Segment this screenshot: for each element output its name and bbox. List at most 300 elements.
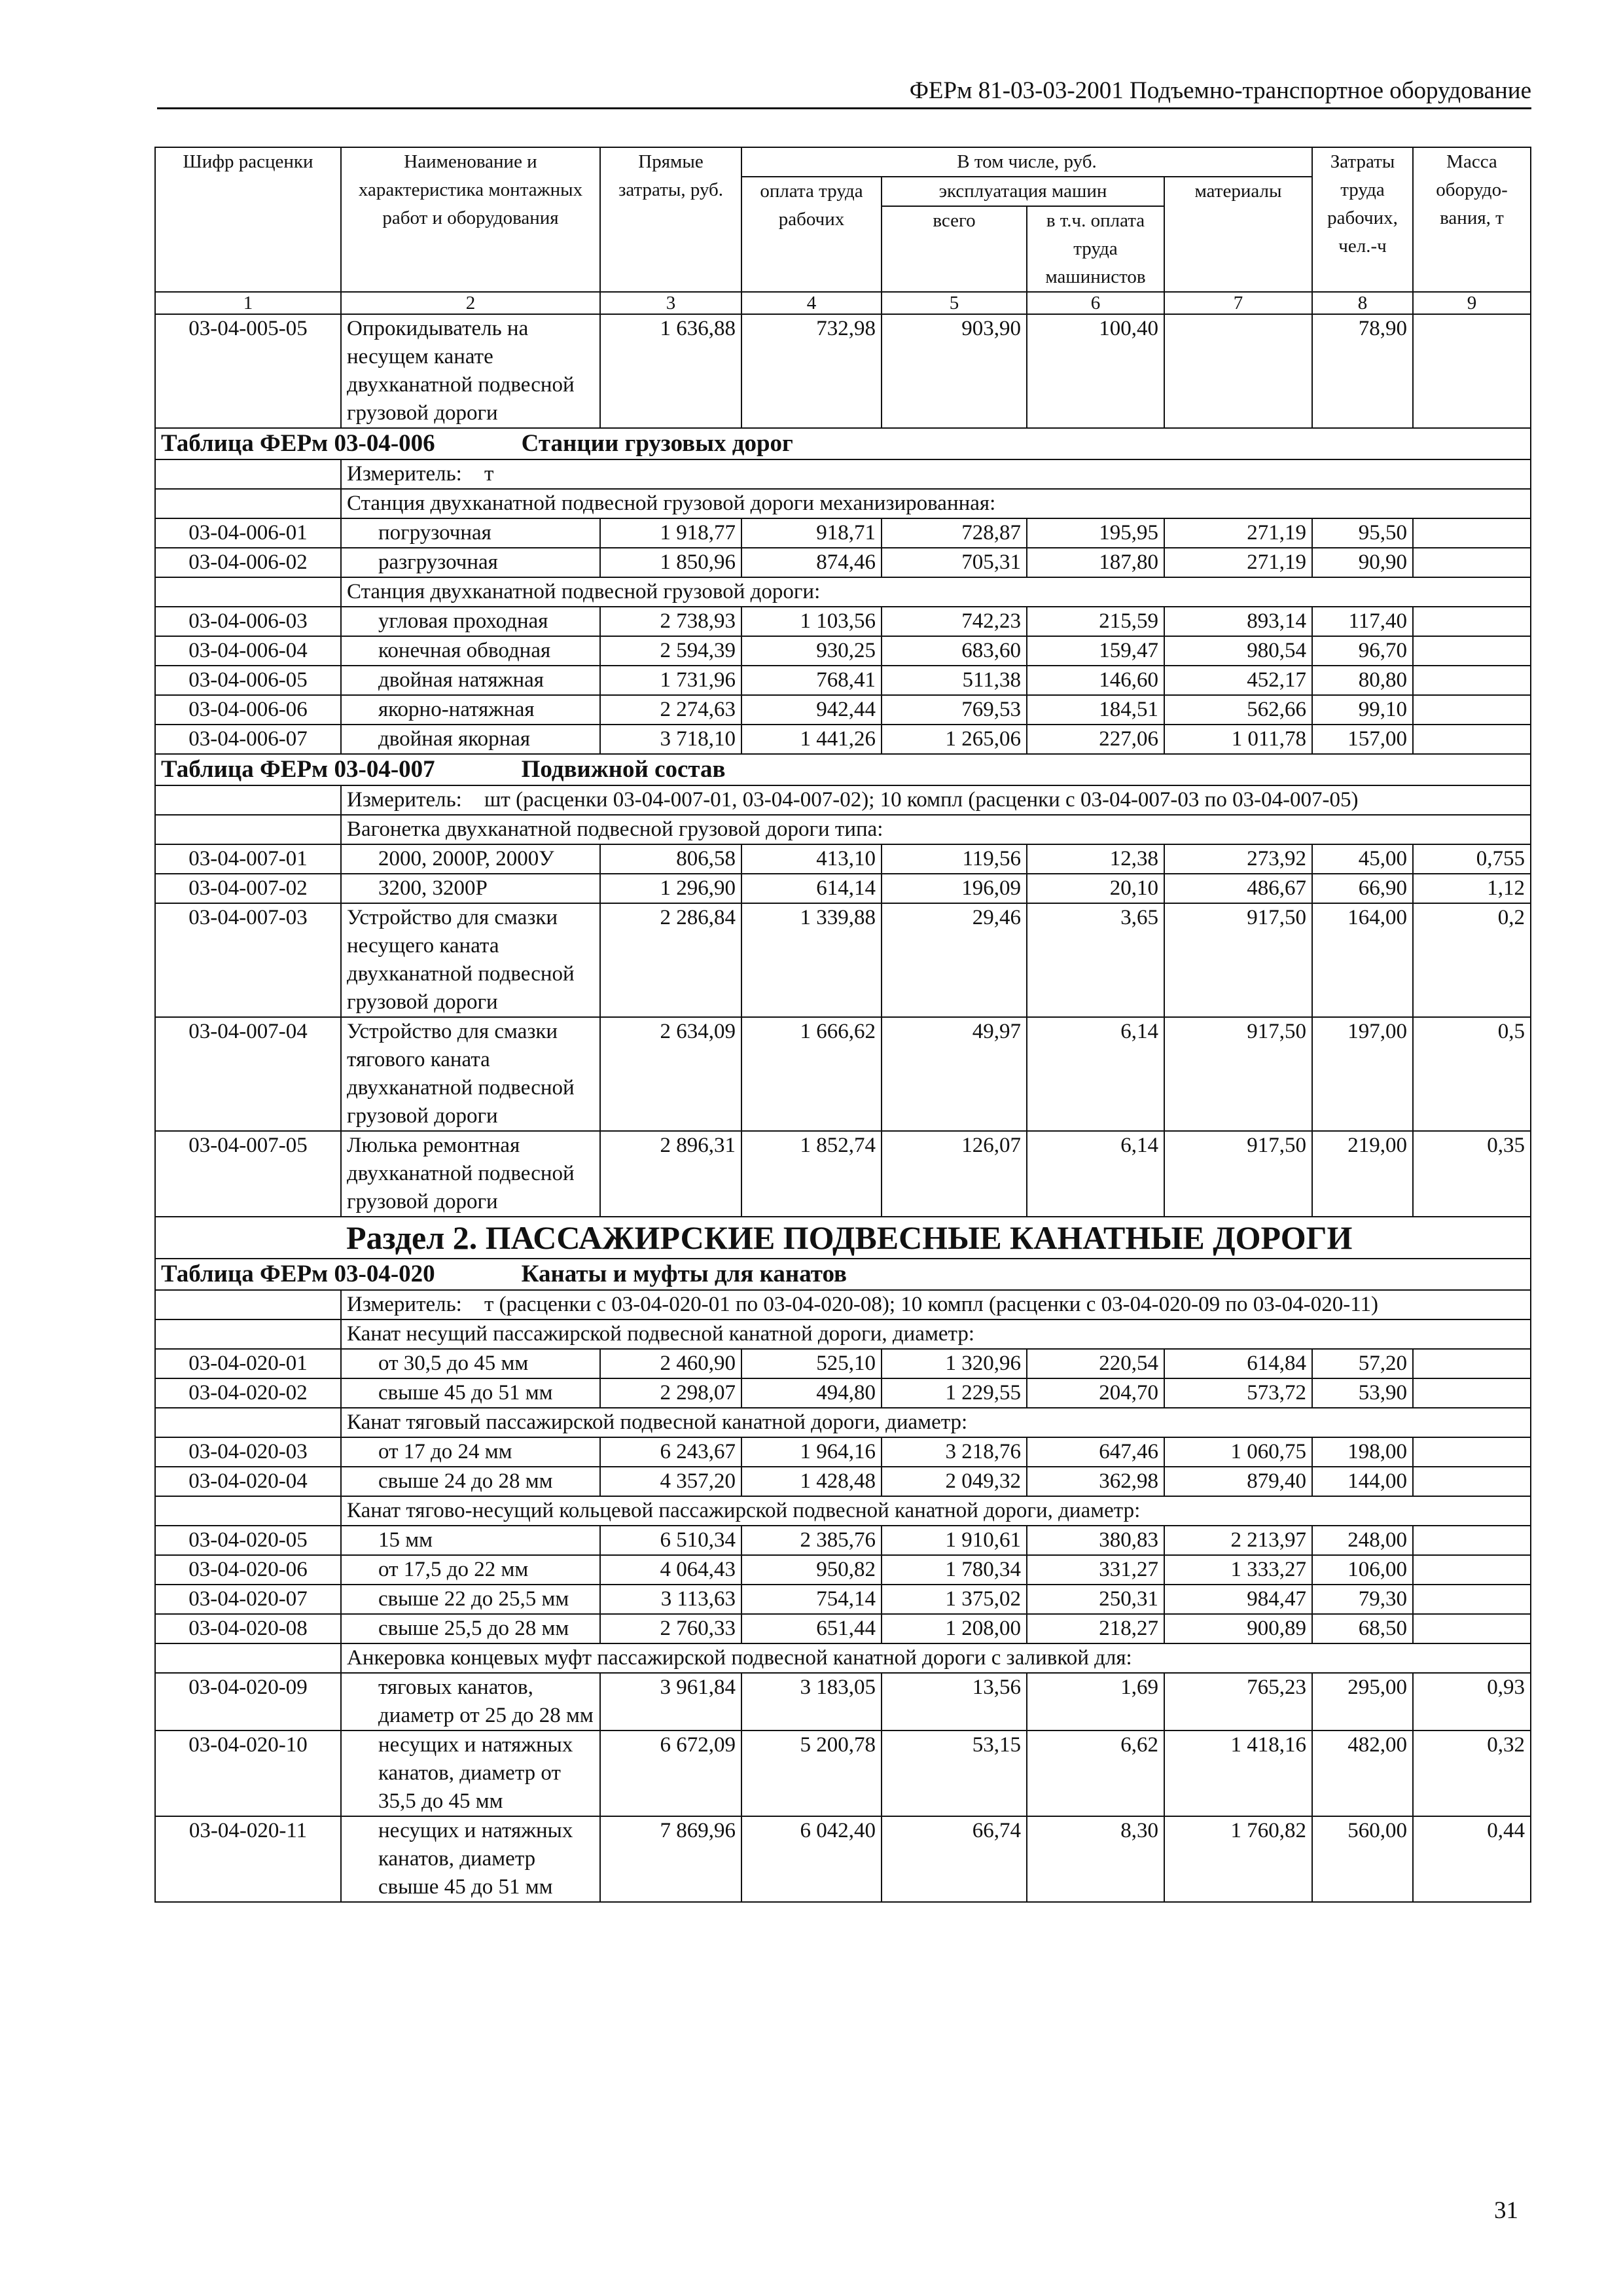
cell-materials: 486,67 xyxy=(1164,874,1312,903)
cell-direct-cost: 2 896,31 xyxy=(600,1131,741,1217)
cell-labor: 90,90 xyxy=(1312,548,1413,577)
cell-name: двойная якорная xyxy=(341,725,600,754)
cell-materials: 1 011,78 xyxy=(1164,725,1312,754)
table-row xyxy=(155,1585,1531,1614)
group-row xyxy=(155,815,1531,844)
measure-unit: т xyxy=(484,462,494,486)
table-row xyxy=(155,1017,1531,1131)
cell-wages: 1 964,16 xyxy=(741,1437,882,1467)
group-row xyxy=(155,1496,1531,1526)
table-row xyxy=(155,518,1531,548)
table-row xyxy=(155,548,1531,577)
cell-direct-cost: 2 274,63 xyxy=(600,695,741,725)
col-head-wages: оплата труда рабочих xyxy=(741,177,882,292)
cell-machines: 29,46 xyxy=(882,903,1027,1017)
cell-code: 03-04-020-02 xyxy=(155,1378,341,1408)
cell-code: 03-04-006-01 xyxy=(155,518,341,548)
cell-direct-cost: 6 510,34 xyxy=(600,1526,741,1555)
cell-labor: 80,80 xyxy=(1312,666,1413,695)
cell-name: якорно-натяжная xyxy=(341,695,600,725)
cell-name: свыше 22 до 25,5 мм xyxy=(341,1585,600,1614)
cell-code: 03-04-006-03 xyxy=(155,607,341,636)
col-head-machines: эксплуатация машин xyxy=(882,177,1164,206)
col-num: 2 xyxy=(341,292,600,314)
cell-direct-cost: 2 460,90 xyxy=(600,1349,741,1378)
cell-labor: 66,90 xyxy=(1312,874,1413,903)
cell-wages: 1 103,56 xyxy=(741,607,882,636)
cell-materials: 1 333,27 xyxy=(1164,1555,1312,1585)
col-num: 7 xyxy=(1164,292,1312,314)
cell-code: 03-04-020-07 xyxy=(155,1585,341,1614)
cell-machines: 1 375,02 xyxy=(882,1585,1027,1614)
table-heading xyxy=(161,429,1525,459)
cell-machines: 3 218,76 xyxy=(882,1437,1027,1467)
cell-materials: 900,89 xyxy=(1164,1614,1312,1643)
group-caption: Вагонетка двухканатной подвесной грузовой дороги типа: xyxy=(341,815,1531,844)
cell-direct-cost: 1 296,90 xyxy=(600,874,741,903)
cell-mass: 0,44 xyxy=(1413,1816,1531,1902)
cell-materials: 273,92 xyxy=(1164,844,1312,874)
cell-name: несущих и натяжных канатов, диаметр свыше 45 до 51 мм xyxy=(341,1816,600,1902)
cell-labor: 157,00 xyxy=(1312,725,1413,754)
table-name: Станции грузовых дорог xyxy=(521,430,793,457)
cell-labor: 57,20 xyxy=(1312,1349,1413,1378)
table-title-row xyxy=(155,1259,1531,1290)
cell-machinist-wages: 647,46 xyxy=(1027,1437,1164,1467)
cell-machinist-wages: 159,47 xyxy=(1027,636,1164,666)
cell-name: 2000, 2000Р, 2000У xyxy=(341,844,600,874)
table-row xyxy=(155,1467,1531,1496)
cell-code: 03-04-006-07 xyxy=(155,725,341,754)
cell-name: свыше 45 до 51 мм xyxy=(341,1378,600,1408)
col-head-direct: Прямые затраты, руб. xyxy=(600,147,741,292)
table-heading xyxy=(161,1259,1525,1289)
cell-machinist-wages: 184,51 xyxy=(1027,695,1164,725)
cell-wages: 754,14 xyxy=(741,1585,882,1614)
group-row xyxy=(155,489,1531,518)
cell-code: 03-04-020-01 xyxy=(155,1349,341,1378)
cell-mass xyxy=(1413,636,1531,666)
col-num: 1 xyxy=(155,292,341,314)
section-title: Раздел 2. ПАССАЖИРСКИЕ ПОДВЕСНЫЕ КАНАТНЫЕ ДОРОГИ xyxy=(346,1219,1353,1256)
cell-labor: 78,90 xyxy=(1312,314,1413,428)
cell-mass xyxy=(1413,314,1531,428)
cell-code: 03-04-020-08 xyxy=(155,1614,341,1643)
cell-name: Устройство для смазки несущего каната двухканатной подвесной грузовой дороги xyxy=(341,903,600,1017)
cell-name: 15 мм xyxy=(341,1526,600,1555)
column-numbers-row xyxy=(155,292,1531,314)
cell-wages: 525,10 xyxy=(741,1349,882,1378)
cell-labor: 96,70 xyxy=(1312,636,1413,666)
cell-machines: 769,53 xyxy=(882,695,1027,725)
cell-mass xyxy=(1413,518,1531,548)
measure-label: Измеритель: xyxy=(347,1293,462,1316)
col-num: 6 xyxy=(1027,292,1164,314)
table-row xyxy=(155,1731,1531,1816)
cell-code: 03-04-020-05 xyxy=(155,1526,341,1555)
cell-mass: 0,755 xyxy=(1413,844,1531,874)
cell-materials: 917,50 xyxy=(1164,1017,1312,1131)
cell-machinist-wages: 6,62 xyxy=(1027,1731,1164,1816)
cell-materials: 917,50 xyxy=(1164,903,1312,1017)
group-caption: Канат тяговый пассажирской подвесной канатной дороги, диаметр: xyxy=(341,1408,1531,1437)
cell-mass xyxy=(1413,725,1531,754)
cell-materials: 1 060,75 xyxy=(1164,1437,1312,1467)
cell-machinist-wages: 331,27 xyxy=(1027,1555,1164,1585)
cell-wages: 651,44 xyxy=(741,1614,882,1643)
cell-name: двойная натяжная xyxy=(341,666,600,695)
col-num: 4 xyxy=(741,292,882,314)
cell-machines: 13,56 xyxy=(882,1673,1027,1731)
cell-labor: 164,00 xyxy=(1312,903,1413,1017)
cell-wages: 1 666,62 xyxy=(741,1017,882,1131)
table-row xyxy=(155,1673,1531,1731)
cell-mass xyxy=(1413,695,1531,725)
cell-code: 03-04-020-09 xyxy=(155,1673,341,1731)
col-head-mass: Масса оборудо-вания, т xyxy=(1413,147,1531,292)
cell-wages: 494,80 xyxy=(741,1378,882,1408)
table-head xyxy=(155,147,1531,292)
cell-machinist-wages: 380,83 xyxy=(1027,1526,1164,1555)
cell-name: конечная обводная xyxy=(341,636,600,666)
cell-mass xyxy=(1413,1467,1531,1496)
cell-labor: 79,30 xyxy=(1312,1585,1413,1614)
cell-direct-cost: 1 850,96 xyxy=(600,548,741,577)
cell-code: 03-04-007-03 xyxy=(155,903,341,1017)
cell-machines: 705,31 xyxy=(882,548,1027,577)
cell-direct-cost: 6 672,09 xyxy=(600,1731,741,1816)
cell-code: 03-04-006-05 xyxy=(155,666,341,695)
cell-name: погрузочная xyxy=(341,518,600,548)
cell-materials: 2 213,97 xyxy=(1164,1526,1312,1555)
cell-name: 3200, 3200Р xyxy=(341,874,600,903)
running-header-title: ФЕРм 81-03-03-2001 Подъемно-транспортное оборудование xyxy=(909,77,1531,104)
cell-machines: 903,90 xyxy=(882,314,1027,428)
cell-machines: 49,97 xyxy=(882,1017,1027,1131)
group-row xyxy=(155,1643,1531,1673)
cell-direct-cost: 7 869,96 xyxy=(600,1816,741,1902)
cell-machinist-wages: 1,69 xyxy=(1027,1673,1164,1731)
cell-name: от 30,5 до 45 мм xyxy=(341,1349,600,1378)
col-num: 8 xyxy=(1312,292,1413,314)
cell-machinist-wages: 204,70 xyxy=(1027,1378,1164,1408)
table-heading xyxy=(161,755,1525,785)
cell-labor: 144,00 xyxy=(1312,1467,1413,1496)
table-name: Канаты и муфты для канатов xyxy=(521,1261,847,1287)
cell-machinist-wages: 227,06 xyxy=(1027,725,1164,754)
cell-direct-cost: 2 298,07 xyxy=(600,1378,741,1408)
cell-mass: 1,12 xyxy=(1413,874,1531,903)
cell-materials: 1 418,16 xyxy=(1164,1731,1312,1816)
cell-direct-cost: 1 918,77 xyxy=(600,518,741,548)
cell-materials: 562,66 xyxy=(1164,695,1312,725)
table-row xyxy=(155,874,1531,903)
cell-materials: 980,54 xyxy=(1164,636,1312,666)
section-title-row xyxy=(155,1217,1531,1259)
cell-machinist-wages: 8,30 xyxy=(1027,1816,1164,1902)
cell-code: 03-04-006-06 xyxy=(155,695,341,725)
cell-machinist-wages: 187,80 xyxy=(1027,548,1164,577)
cell-name: Опрокидыватель на несущем канате двухканатной подвесной грузовой дороги xyxy=(341,314,600,428)
cell-name: Устройство для смазки тягового каната двухканатной подвесной грузовой дороги xyxy=(341,1017,600,1131)
cell-wages: 1 852,74 xyxy=(741,1131,882,1217)
group-caption: Станция двухканатной подвесной грузовой дороги механизированная: xyxy=(341,489,1531,518)
cell-machines: 1 208,00 xyxy=(882,1614,1027,1643)
cell-mass xyxy=(1413,1614,1531,1643)
cell-materials: 573,72 xyxy=(1164,1378,1312,1408)
cell-machinist-wages: 220,54 xyxy=(1027,1349,1164,1378)
cell-direct-cost: 1 731,96 xyxy=(600,666,741,695)
cell-code: 03-04-020-06 xyxy=(155,1555,341,1585)
table-row xyxy=(155,844,1531,874)
cell-machines: 1 265,06 xyxy=(882,725,1027,754)
cell-wages: 918,71 xyxy=(741,518,882,548)
cell-machinist-wages: 3,65 xyxy=(1027,903,1164,1017)
measure-unit: т (расценки с 03-04-020-01 по 03-04-020-08); 10 компл (расценки с 03-04-020-09 по 03-04-020-11) xyxy=(484,1293,1378,1316)
cell-labor: 53,90 xyxy=(1312,1378,1413,1408)
cell-labor: 95,50 xyxy=(1312,518,1413,548)
cell-name: свыше 25,5 до 28 мм xyxy=(341,1614,600,1643)
cell-machinist-wages: 6,14 xyxy=(1027,1131,1164,1217)
cell-mass xyxy=(1413,607,1531,636)
group-caption: Канат несущий пассажирской подвесной канатной дороги, диаметр: xyxy=(341,1319,1531,1349)
cell-direct-cost: 806,58 xyxy=(600,844,741,874)
cell-wages: 874,46 xyxy=(741,548,882,577)
col-head-machinist-wages: в т.ч. оплата труда машинистов xyxy=(1027,206,1164,292)
cell-materials: 879,40 xyxy=(1164,1467,1312,1496)
cell-machines: 53,15 xyxy=(882,1731,1027,1816)
cell-mass: 0,2 xyxy=(1413,903,1531,1017)
cell-machinist-wages: 20,10 xyxy=(1027,874,1164,903)
table-id: Таблица ФЕРм 03-04-006 xyxy=(161,430,435,457)
cell-labor: 560,00 xyxy=(1312,1816,1413,1902)
table-row xyxy=(155,1437,1531,1467)
cell-direct-cost: 3 113,63 xyxy=(600,1585,741,1614)
cell-machines: 742,23 xyxy=(882,607,1027,636)
measure-cell xyxy=(341,459,1531,489)
cell-machines: 126,07 xyxy=(882,1131,1027,1217)
group-row xyxy=(155,1319,1531,1349)
cell-machines: 511,38 xyxy=(882,666,1027,695)
cell-machines: 1 780,34 xyxy=(882,1555,1027,1585)
table-row xyxy=(155,903,1531,1017)
cell-machines: 728,87 xyxy=(882,518,1027,548)
cell-machinist-wages: 6,14 xyxy=(1027,1017,1164,1131)
group-caption: Станция двухканатной подвесной грузовой дороги: xyxy=(341,577,1531,607)
measure-label: Измеритель: xyxy=(347,788,462,812)
group-row xyxy=(155,1408,1531,1437)
table-row xyxy=(155,1349,1531,1378)
cell-direct-cost: 3 718,10 xyxy=(600,725,741,754)
cell-name: от 17,5 до 22 мм xyxy=(341,1555,600,1585)
cell-code: 03-04-007-05 xyxy=(155,1131,341,1217)
col-head-machines-total: всего xyxy=(882,206,1027,292)
cell-labor: 295,00 xyxy=(1312,1673,1413,1731)
table-row xyxy=(155,1816,1531,1902)
col-head-incl: В том числе, руб. xyxy=(741,147,1312,177)
cell-mass xyxy=(1413,1526,1531,1555)
cell-wages: 942,44 xyxy=(741,695,882,725)
cell-machines: 196,09 xyxy=(882,874,1027,903)
cell-labor: 117,40 xyxy=(1312,607,1413,636)
table-row xyxy=(155,695,1531,725)
cell-materials: 765,23 xyxy=(1164,1673,1312,1731)
running-header xyxy=(157,73,1531,109)
table-id: Таблица ФЕРм 03-04-007 xyxy=(161,756,435,783)
cell-name: тяговых канатов, диаметр от 25 до 28 мм xyxy=(341,1673,600,1731)
rates-table xyxy=(154,147,1531,1903)
cell-wages: 3 183,05 xyxy=(741,1673,882,1731)
cell-direct-cost: 2 286,84 xyxy=(600,903,741,1017)
cell-code: 03-04-005-05 xyxy=(155,314,341,428)
group-row xyxy=(155,577,1531,607)
cell-mass: 0,32 xyxy=(1413,1731,1531,1816)
cell-wages: 6 042,40 xyxy=(741,1816,882,1902)
table-title-row xyxy=(155,754,1531,785)
measure-label: Измеритель: xyxy=(347,462,462,486)
cell-wages: 930,25 xyxy=(741,636,882,666)
cell-wages: 732,98 xyxy=(741,314,882,428)
col-head-code: Шифр расценки xyxy=(155,147,341,292)
cell-mass xyxy=(1413,1349,1531,1378)
cell-labor: 482,00 xyxy=(1312,1731,1413,1816)
cell-machines: 119,56 xyxy=(882,844,1027,874)
cell-wages: 1 428,48 xyxy=(741,1467,882,1496)
cell-materials: 984,47 xyxy=(1164,1585,1312,1614)
cell-wages: 1 339,88 xyxy=(741,903,882,1017)
cell-machines: 1 229,55 xyxy=(882,1378,1027,1408)
measure-cell xyxy=(341,785,1531,815)
group-caption: Канат тягово-несущий кольцевой пассажирской подвесной канатной дороги, диаметр: xyxy=(341,1496,1531,1526)
table-row xyxy=(155,314,1531,428)
cell-machinist-wages: 12,38 xyxy=(1027,844,1164,874)
cell-machines: 1 910,61 xyxy=(882,1526,1027,1555)
cell-direct-cost: 3 961,84 xyxy=(600,1673,741,1731)
table-row xyxy=(155,1526,1531,1555)
cell-machines: 2 049,32 xyxy=(882,1467,1027,1496)
cell-machinist-wages: 250,31 xyxy=(1027,1585,1164,1614)
cell-labor: 197,00 xyxy=(1312,1017,1413,1131)
table-row xyxy=(155,1614,1531,1643)
cell-code: 03-04-007-04 xyxy=(155,1017,341,1131)
table-row xyxy=(155,607,1531,636)
cell-direct-cost: 2 738,93 xyxy=(600,607,741,636)
cell-materials: 452,17 xyxy=(1164,666,1312,695)
cell-materials xyxy=(1164,314,1312,428)
cell-wages: 950,82 xyxy=(741,1555,882,1585)
cell-wages: 614,14 xyxy=(741,874,882,903)
cell-machinist-wages: 100,40 xyxy=(1027,314,1164,428)
cell-machinist-wages: 146,60 xyxy=(1027,666,1164,695)
cell-materials: 271,19 xyxy=(1164,548,1312,577)
cell-code: 03-04-007-01 xyxy=(155,844,341,874)
cell-machinist-wages: 218,27 xyxy=(1027,1614,1164,1643)
cell-machines: 683,60 xyxy=(882,636,1027,666)
cell-direct-cost: 2 634,09 xyxy=(600,1017,741,1131)
table-row xyxy=(155,1378,1531,1408)
col-num: 9 xyxy=(1413,292,1531,314)
cell-mass: 0,35 xyxy=(1413,1131,1531,1217)
cell-code: 03-04-006-04 xyxy=(155,636,341,666)
cell-code: 03-04-020-03 xyxy=(155,1437,341,1467)
measure-unit: шт (расценки 03-04-007-01, 03-04-007-02); 10 компл (расценки с 03-04-007-03 по 03-04-007-05) xyxy=(484,788,1359,812)
cell-code: 03-04-020-11 xyxy=(155,1816,341,1902)
table-id: Таблица ФЕРм 03-04-020 xyxy=(161,1261,435,1287)
cell-name: несущих и натяжных канатов, диаметр от 35,5 до 45 мм xyxy=(341,1731,600,1816)
col-head-materials: материалы xyxy=(1164,177,1312,292)
cell-direct-cost: 4 357,20 xyxy=(600,1467,741,1496)
table-name: Подвижной состав xyxy=(521,756,726,783)
cell-mass: 0,5 xyxy=(1413,1017,1531,1131)
cell-name: угловая проходная xyxy=(341,607,600,636)
cell-labor: 99,10 xyxy=(1312,695,1413,725)
cell-name: разгрузочная xyxy=(341,548,600,577)
cell-code: 03-04-020-10 xyxy=(155,1731,341,1816)
cell-name: свыше 24 до 28 мм xyxy=(341,1467,600,1496)
cell-labor: 248,00 xyxy=(1312,1526,1413,1555)
cell-direct-cost: 4 064,43 xyxy=(600,1555,741,1585)
page-number: 31 xyxy=(1494,2197,1518,2224)
cell-wages: 2 385,76 xyxy=(741,1526,882,1555)
table-row xyxy=(155,666,1531,695)
cell-wages: 1 441,26 xyxy=(741,725,882,754)
table-body xyxy=(155,292,1531,1902)
cell-name: Люлька ремонтная двухканатной подвесной грузовой дороги xyxy=(341,1131,600,1217)
col-num: 3 xyxy=(600,292,741,314)
cell-name: от 17 до 24 мм xyxy=(341,1437,600,1467)
cell-mass xyxy=(1413,666,1531,695)
group-caption: Анкеровка концевых муфт пассажирской подвесной канатной дороги с заливкой для: xyxy=(341,1643,1531,1673)
cell-materials: 1 760,82 xyxy=(1164,1816,1312,1902)
measure-cell xyxy=(341,1290,1531,1319)
cell-materials: 917,50 xyxy=(1164,1131,1312,1217)
cell-materials: 893,14 xyxy=(1164,607,1312,636)
cell-wages: 413,10 xyxy=(741,844,882,874)
cell-code: 03-04-006-02 xyxy=(155,548,341,577)
cell-wages: 5 200,78 xyxy=(741,1731,882,1816)
cell-direct-cost: 2 760,33 xyxy=(600,1614,741,1643)
cell-code: 03-04-007-02 xyxy=(155,874,341,903)
table-row xyxy=(155,636,1531,666)
table-row xyxy=(155,1131,1531,1217)
cell-direct-cost: 2 594,39 xyxy=(600,636,741,666)
cell-machinist-wages: 215,59 xyxy=(1027,607,1164,636)
cell-mass xyxy=(1413,548,1531,577)
cell-machinist-wages: 195,95 xyxy=(1027,518,1164,548)
cell-direct-cost: 1 636,88 xyxy=(600,314,741,428)
cell-mass xyxy=(1413,1378,1531,1408)
cell-labor: 68,50 xyxy=(1312,1614,1413,1643)
measure-row xyxy=(155,1290,1531,1319)
cell-wages: 768,41 xyxy=(741,666,882,695)
cell-labor: 219,00 xyxy=(1312,1131,1413,1217)
col-head-name: Наименование и характеристика монтажных работ и оборудования xyxy=(341,147,600,292)
cell-materials: 271,19 xyxy=(1164,518,1312,548)
cell-mass xyxy=(1413,1555,1531,1585)
cell-mass: 0,93 xyxy=(1413,1673,1531,1731)
cell-machines: 1 320,96 xyxy=(882,1349,1027,1378)
cell-code: 03-04-020-04 xyxy=(155,1467,341,1496)
cell-mass xyxy=(1413,1585,1531,1614)
cell-labor: 45,00 xyxy=(1312,844,1413,874)
cell-materials: 614,84 xyxy=(1164,1349,1312,1378)
table-row xyxy=(155,1555,1531,1585)
col-num: 5 xyxy=(882,292,1027,314)
cell-labor: 106,00 xyxy=(1312,1555,1413,1585)
cell-direct-cost: 6 243,67 xyxy=(600,1437,741,1467)
cell-labor: 198,00 xyxy=(1312,1437,1413,1467)
measure-row xyxy=(155,459,1531,489)
